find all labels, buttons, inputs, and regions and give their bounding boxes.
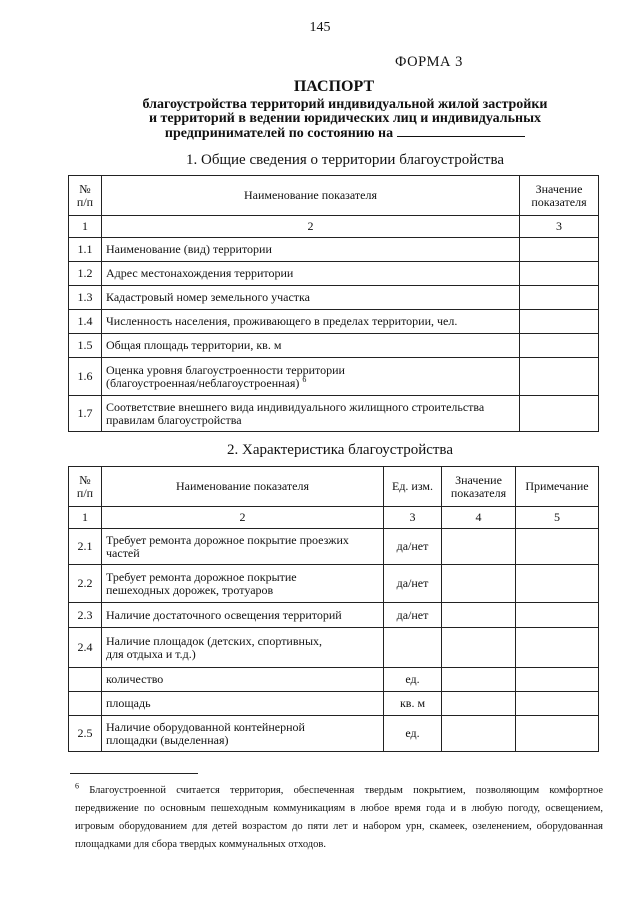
table-row	[69, 668, 599, 692]
row-note	[516, 716, 599, 752]
column-number-row	[69, 216, 599, 238]
row-note	[516, 603, 599, 628]
row-note	[516, 565, 599, 603]
row-num: 1.3	[69, 286, 102, 310]
document-title: ПАСПОРТ	[293, 78, 375, 95]
col-number: 1	[69, 216, 102, 238]
row-unit: да/нет	[384, 603, 442, 628]
row-name: Наименование (вид) территории	[102, 238, 520, 262]
footnote-ref: 6	[302, 374, 307, 384]
col-number: 5	[516, 507, 599, 529]
document-subtitle	[90, 98, 600, 141]
form-label: ФОРМА 3	[395, 54, 463, 70]
row-value	[442, 529, 516, 565]
col-number: 3	[520, 216, 599, 238]
row-value	[442, 668, 516, 692]
row-num: 2.5	[69, 716, 102, 752]
row-value	[520, 334, 599, 358]
subtitle-line-3-text: предпринимателей по состоянию на	[164, 126, 394, 141]
row-unit: кв. м	[384, 692, 442, 716]
table-row	[69, 396, 599, 432]
table-row	[69, 692, 599, 716]
row-num: 1.5	[69, 334, 102, 358]
row-num: 1.1	[69, 238, 102, 262]
row-name: Требует ремонта дорожное покрытие пешеходных дорожек, тротуаров	[102, 565, 384, 603]
row-name: Численность населения, проживающего в пределах территории, чел.	[102, 310, 520, 334]
row-value	[520, 358, 599, 396]
table-row	[69, 529, 599, 565]
table-row	[69, 310, 599, 334]
row-unit: ед.	[384, 716, 442, 752]
column-number-row	[69, 507, 599, 529]
row-note	[516, 668, 599, 692]
row-num: 2.3	[69, 603, 102, 628]
footnote-separator	[70, 773, 198, 774]
row-name: Адрес местонахождения территории	[102, 262, 520, 286]
footnote-text: Благоустроенной считается территория, обеспеченная твердым покрытием, позволяющим комфортное передвижение по основным пешеходным коммуникациям в любое время года и в любую погоду, освещением, игровым оборудованием для детей возрастом до пяти лет и набором урн, скамеек, озеленением, оборудованная площадками для сбора твердых коммунальных отходов.	[75, 785, 603, 850]
row-name: Наличие оборудованной контейнерной площадки (выделенная)	[102, 716, 384, 752]
row-value	[520, 396, 599, 432]
table-row	[69, 716, 599, 752]
header-name: Наименование показателя	[102, 176, 520, 216]
row-name: Кадастровый номер земельного участка	[102, 286, 520, 310]
table-row	[69, 358, 599, 396]
table-row	[69, 565, 599, 603]
table-header-row	[69, 467, 599, 507]
row-num: 1.7	[69, 396, 102, 432]
table-row	[69, 628, 599, 668]
page-number: 145	[309, 20, 331, 35]
row-num: 2.2	[69, 565, 102, 603]
date-blank-line	[397, 126, 525, 137]
header-unit: Ед. изм.	[384, 467, 442, 507]
row-num	[69, 692, 102, 716]
header-value: Значение показателя	[442, 467, 516, 507]
row-name: Общая площадь территории, кв. м	[102, 334, 520, 358]
row-num: 2.1	[69, 529, 102, 565]
row-note	[516, 628, 599, 668]
footnote	[75, 782, 603, 854]
row-unit: да/нет	[384, 565, 442, 603]
table-header-row	[69, 176, 599, 216]
col-number: 1	[69, 507, 102, 529]
row-name: Наличие площадок (детских, спортивных, для отдыха и т.д.)	[102, 628, 384, 668]
row-unit	[384, 628, 442, 668]
section-1-heading: 1. Общие сведения о территории благоустройства	[186, 152, 504, 168]
row-unit: ед.	[384, 668, 442, 692]
improvement-table	[68, 466, 599, 752]
section-2-heading: 2. Характеристика благоустройства	[227, 442, 453, 458]
row-num: 2.4	[69, 628, 102, 668]
table-row	[69, 286, 599, 310]
row-name: Оценка уровня благоустроенности территории (благоустроенная/неблагоустроенная) $^6$	[102, 358, 520, 396]
row-name: площадь	[102, 692, 384, 716]
col-number: 2	[102, 216, 520, 238]
header-num: № п/п	[69, 467, 102, 507]
row-value	[442, 565, 516, 603]
row-name: Наличие достаточного освещения территорий	[102, 603, 384, 628]
row-name: Требует ремонта дорожное покрытие проезжих частей	[102, 529, 384, 565]
col-number: 4	[442, 507, 516, 529]
row-num: 1.2	[69, 262, 102, 286]
row-num	[69, 668, 102, 692]
row-value	[442, 603, 516, 628]
table-row	[69, 262, 599, 286]
general-info-table	[68, 175, 599, 432]
row-name: Соответствие внешнего вида индивидуального жилищного строительства правилам благоустройства	[102, 396, 520, 432]
header-note: Примечание	[516, 467, 599, 507]
header-name: Наименование показателя	[102, 467, 384, 507]
row-value	[520, 310, 599, 334]
table-row	[69, 603, 599, 628]
subtitle-line-3	[90, 126, 600, 141]
table-row	[69, 238, 599, 262]
row-value	[442, 628, 516, 668]
subtitle-line-1: благоустройства территорий индивидуальной жилой застройки	[142, 97, 548, 112]
row-note	[516, 529, 599, 565]
row-num: 1.6	[69, 358, 102, 396]
row-value	[442, 716, 516, 752]
row-num: 1.4	[69, 310, 102, 334]
header-num: № п/п	[69, 176, 102, 216]
col-number: 2	[102, 507, 384, 529]
col-number: 3	[384, 507, 442, 529]
footnote-number: 6	[75, 781, 79, 791]
header-value: Значение показателя	[520, 176, 599, 216]
row-name: количество	[102, 668, 384, 692]
row-note	[516, 692, 599, 716]
table-row	[69, 334, 599, 358]
row-value	[442, 692, 516, 716]
row-value	[520, 286, 599, 310]
subtitle-line-2: и территорий в ведении юридических лиц и индивидуальных	[148, 111, 542, 126]
row-value	[520, 262, 599, 286]
row-value	[520, 238, 599, 262]
row-unit: да/нет	[384, 529, 442, 565]
